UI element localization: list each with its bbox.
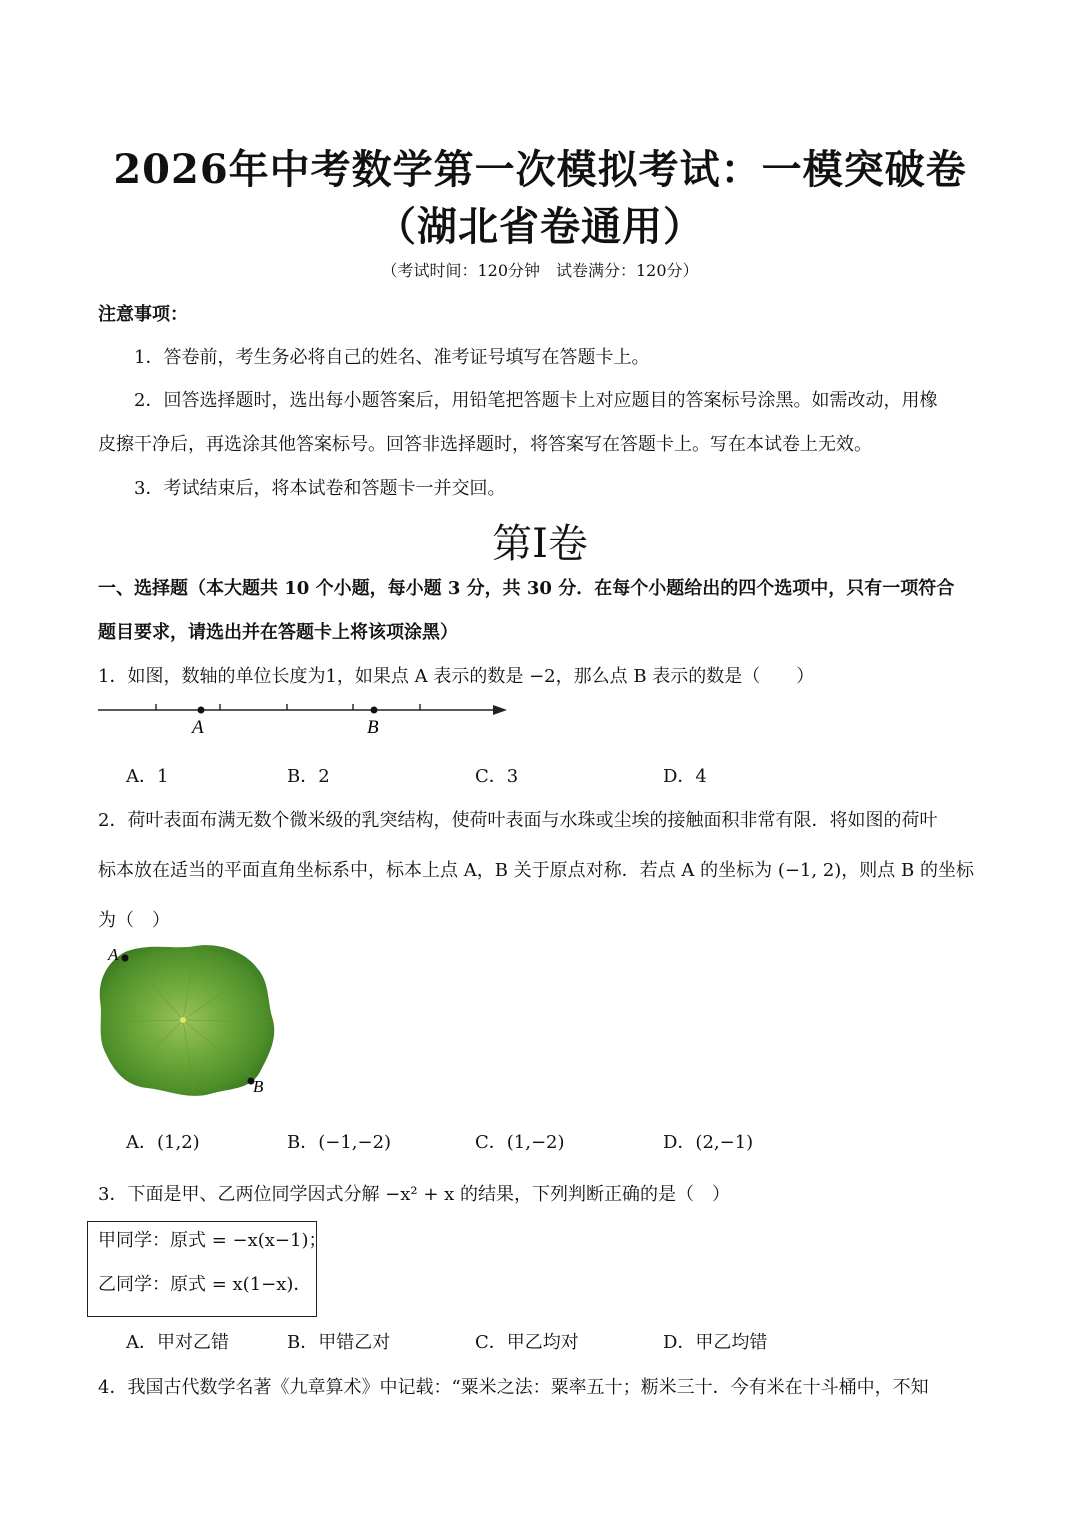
notice-item-2-line-2: 皮擦干净后，再选涂其他答案标号。回答非选择题时，将答案写在答题卡上。写在本试卷上无效。 [98, 434, 872, 455]
notice-item-1: 1．答卷前，考生务必将自己的姓名、准考证号填写在答题卡上。 [134, 347, 650, 368]
notice-item-3: 3．考试结束后，将本试卷和答题卡一并交回。 [134, 478, 506, 499]
number-line-figure [95, 695, 515, 740]
q3-stem: 3．下面是甲、乙两位同学因式分解 −x² + x 的结果，下列判断正确的是（ ） [98, 1184, 731, 1205]
q2-option-a: A．(1,2) [126, 1132, 200, 1153]
leaf-center [180, 1017, 186, 1023]
q2-stem-line-2: 标本放在适当的平面直角坐标系中，标本上点 A，B 关于原点对称．若点 A 的坐标为 (−1, 2)，则点 B 的坐标 [98, 860, 974, 881]
notice-item-2-line-1: 2．回答选择题时，选出每小题答案后，用铅笔把答题卡上对应题目的答案标号涂黑。如需改动，用橡 [134, 390, 938, 411]
q2-stem-line-3: 为（ ） [98, 910, 170, 931]
lotus-leaf-figure [95, 940, 285, 1100]
leaf-point-b-label: B [253, 1077, 264, 1096]
q3-yi: 乙同学：原式 = x(1−x)． [98, 1274, 312, 1295]
leaf-point-a-label: A [108, 945, 119, 964]
q2-option-b: B．(−1,−2) [287, 1132, 392, 1153]
point-b-dot [371, 707, 378, 714]
q1-option-b: B．2 [287, 766, 330, 787]
number-line-arrow [493, 705, 507, 715]
q1-stem: 1．如图，数轴的单位长度为1，如果点 A 表示的数是 −2，那么点 B 表示的数是（ ） [98, 666, 815, 687]
q2-option-d: D．(2,−1) [663, 1132, 754, 1153]
q1-option-c: C．3 [475, 766, 519, 787]
q3-option-a: A．甲对乙错 [126, 1332, 229, 1353]
q2-option-c: C．(1,−2) [475, 1132, 565, 1153]
q3-option-b: B．甲错乙对 [287, 1332, 391, 1353]
point-b-label: B [367, 717, 379, 738]
point-a-label: A [192, 717, 204, 738]
part1-heading-line-1: 一、选择题（本大题共 10 个小题，每小题 3 分，共 30 分．在每个小题给出的四个选项中，只有一项符合 [98, 578, 955, 599]
point-a-dot [198, 707, 205, 714]
q2-stem-line-1: 2．荷叶表面布满无数个微米级的乳突结构，使荷叶表面与水珠或尘埃的接触面积非常有限．将如图的荷叶 [98, 810, 938, 831]
leaf-point-a-dot [122, 955, 129, 962]
section-title: 第I卷 [492, 521, 588, 567]
title-line-1: 2026年中考数学第一次模拟考试：一模突破卷 [113, 146, 967, 193]
q3-option-c: C．甲乙均对 [475, 1332, 579, 1353]
q1-option-a: A．1 [126, 766, 169, 787]
lotus-leaf-shape [100, 945, 275, 1096]
q3-option-d: D．甲乙均错 [663, 1332, 768, 1353]
part1-heading-line-2: 题目要求，请选出并在答题卡上将该项涂黑） [98, 622, 458, 643]
notice-heading: 注意事项： [98, 304, 188, 325]
q3-jia: 甲同学：原式 = −x(x−1)； [98, 1230, 327, 1251]
exam-info: （考试时间：120分钟 试卷满分：120分） [381, 261, 699, 280]
q1-option-d: D．4 [663, 766, 707, 787]
number-line-ticks [156, 704, 420, 710]
title-line-2: （湖北省卷通用） [376, 203, 704, 250]
q4-stem: 4．我国古代数学名著《九章算术》中记载：“粟米之法：粟率五十；粝米三十．今有米在十斗桶中，不知 [98, 1377, 929, 1398]
